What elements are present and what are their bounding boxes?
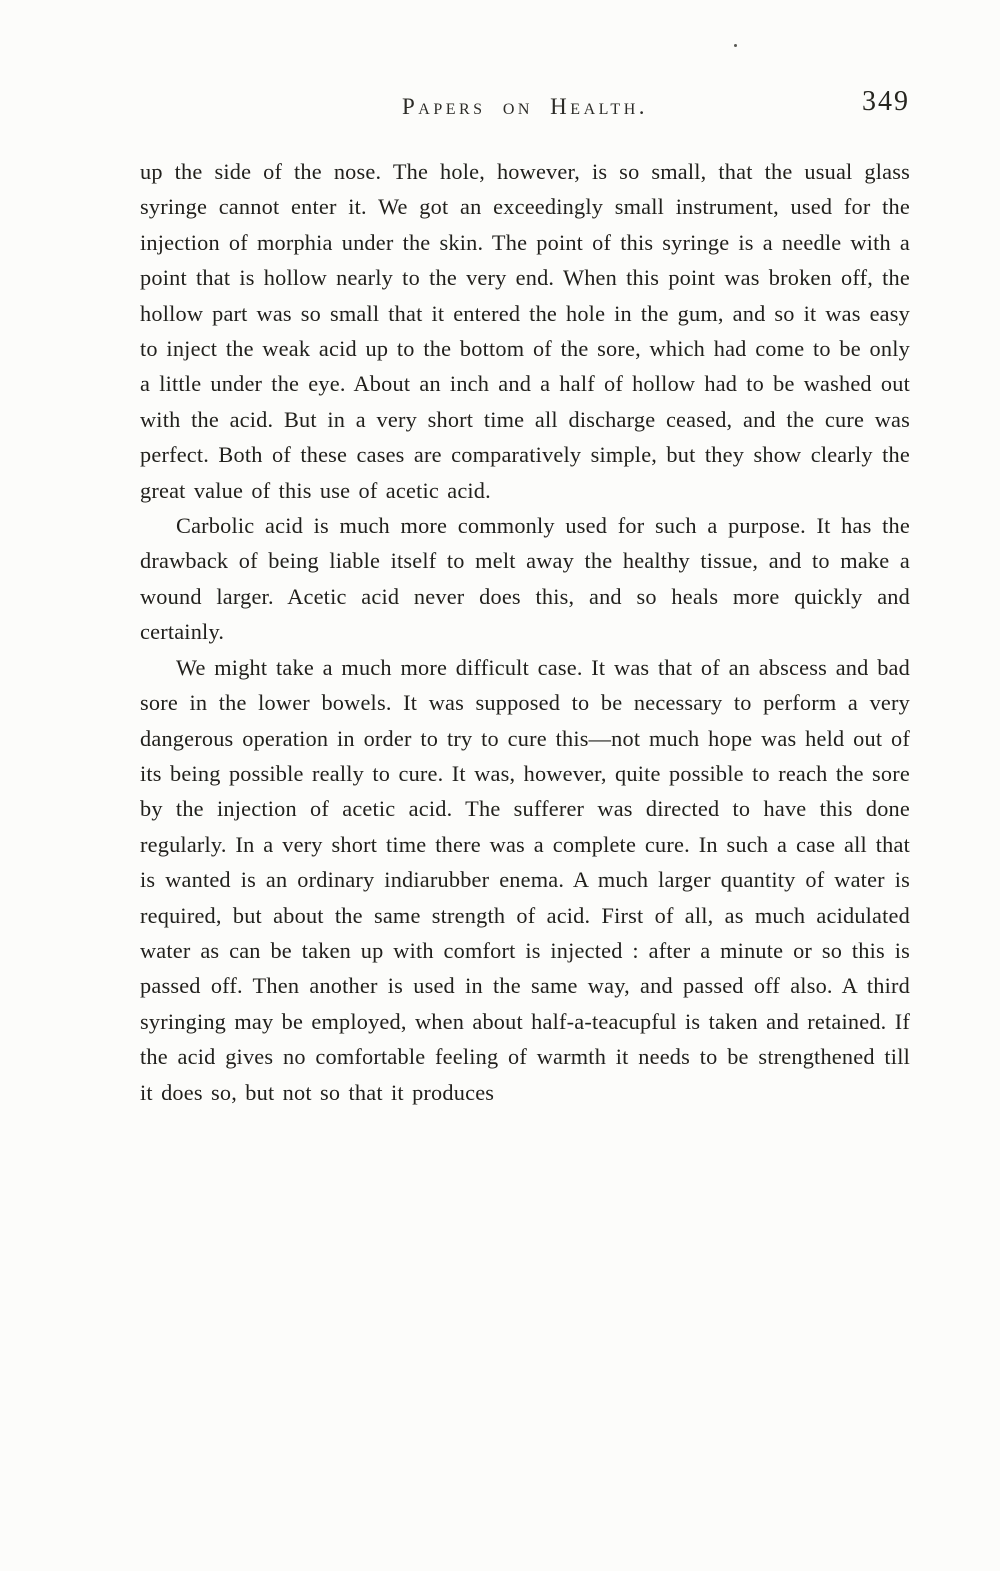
paragraph: up the side of the nose. The hole, however, is so small, that the usual glass syringe cannot enter it. We got an exceedingly small instrument, used for the injection of morphia under the skin. The point of this syringe is a needle with a point that is hollow nearly to the very end. When this point was broken off, the hollow part was so small that it entered the hole in the gum, and so it was easy to inject the weak acid up to the bottom of the sore, which had come to be only a little under the eye. About an inch and a half of hollow had to be washed out with the acid. But in a very short time all discharge ceased, and the cure was perfect. Both of these cases are comparatively simple, but they show clearly the great value of this use of acetic acid. (140, 159, 910, 503)
scan-artifact-dot (734, 44, 737, 47)
body-text (140, 154, 910, 1110)
page-header (140, 88, 910, 130)
running-title: Papers on Health. (401, 94, 649, 119)
page-number: 349 (862, 86, 910, 117)
paragraph: Carbolic acid is much more commonly used for such a purpose. It has the drawback of being liable itself to melt away the healthy tissue, and to make a wound larger. Acetic acid never does this, and so heals more quickly and certainly. (140, 513, 910, 645)
paragraph: We might take a much more difficult case. It was that of an abscess and bad sore in the lower bowels. It was supposed to be necessary to perform a very dangerous operation in order to try to cure this—not much hope was held out of its being possible really to cure. It was, however, quite possible to reach the sore by the injection of acetic acid. The sufferer was directed to have this done regularly. In a very short time there was a complete cure. In such a case all that is wanted is an ordinary indiarubber enema. A much larger quantity of water is required, but about the same strength of acid. First of all, as much acidulated water as can be taken up with comfort is injected : after a minute or so this is passed off. Then another is used in the same way, and passed off also. A third syringing may be employed, when about half-a-teacupful is taken and retained. If the acid gives no comfortable feeling of warmth it needs to be strengthened till it does so, but not so that it produces (140, 654, 910, 1105)
